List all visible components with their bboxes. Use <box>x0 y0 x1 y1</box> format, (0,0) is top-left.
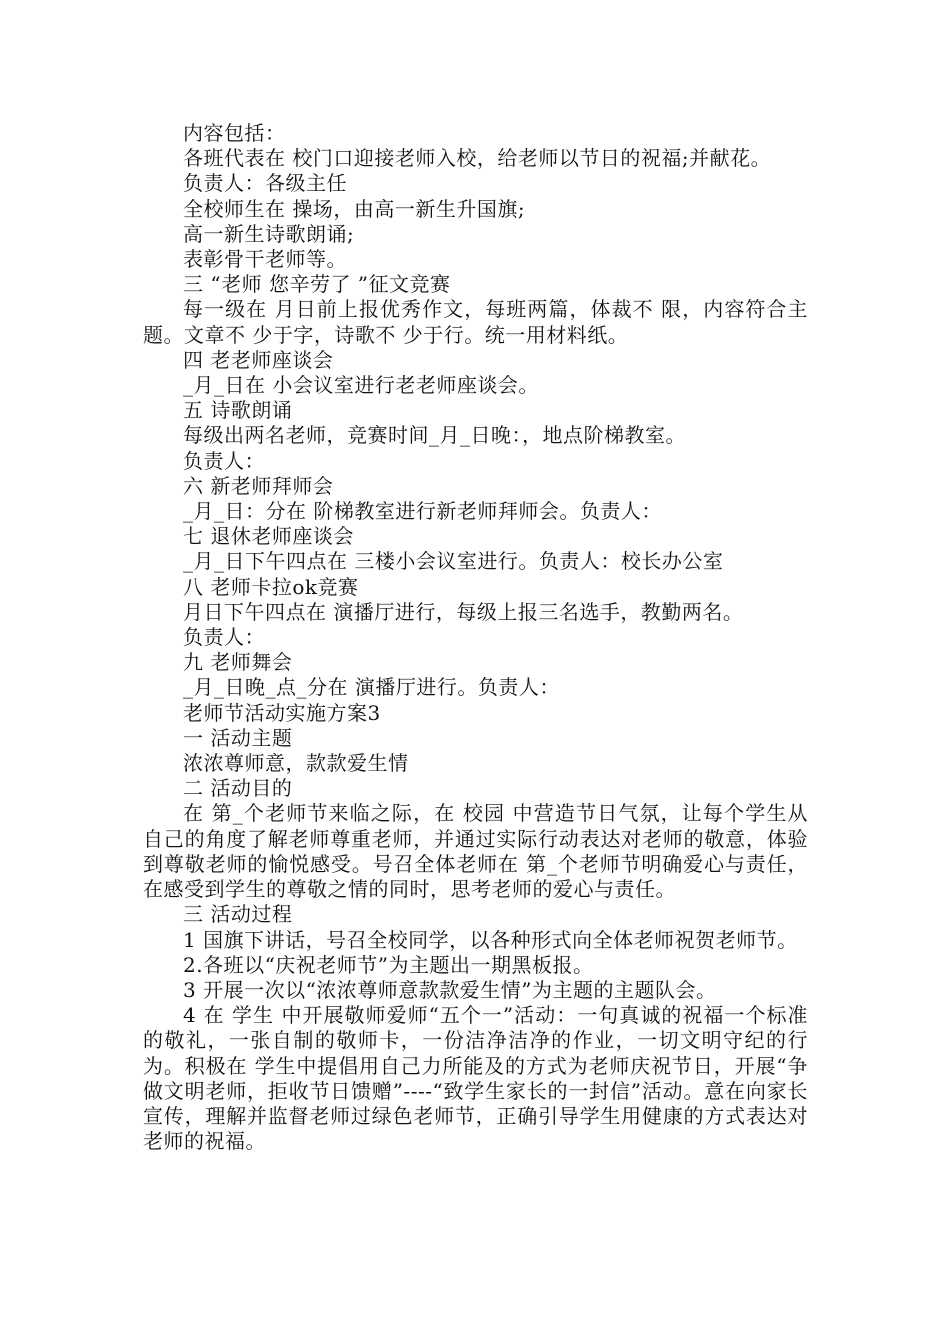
paragraph: _月_日下午四点在 三楼小会议室进行。负责人：校长办公室 <box>183 549 724 574</box>
paragraph: 各班代表在 校门口迎接老师入校，给老师以节日的祝福;并献花。 <box>183 146 772 171</box>
section-heading: 八 老师卡拉ok竞赛 <box>183 574 359 599</box>
paragraph: 1 国旗下讲话，号召全校同学，以各种形式向全体老师祝贺老师节。 <box>183 927 798 952</box>
section-heading: 二 活动目的 <box>183 776 293 801</box>
document-body <box>143 121 808 1154</box>
section-heading: 一 活动主题 <box>183 725 293 750</box>
paragraph: 2.各班以“庆祝老师节”为主题出一期黑板报。 <box>183 952 594 977</box>
section-heading: 四 老老师座谈会 <box>183 347 334 372</box>
section-heading: 五 诗歌朗诵 <box>183 398 293 423</box>
paragraph: 浓浓尊师意，款款爱生情 <box>183 751 409 776</box>
paragraph: 负责人： <box>183 625 265 650</box>
section-heading: 六 新老师拜师会 <box>183 473 334 498</box>
paragraph: 内容包括： <box>183 121 286 145</box>
section-heading: 三 “老师 您辛劳了 ”征文竞赛 <box>183 272 451 297</box>
section-heading: 九 老师舞会 <box>183 650 293 675</box>
paragraph: 在 第_个老师节来临之际，在 校园 中营造节日气氛，让每个学生从自己的角度了解老师尊重老师，并通过实际行动表达对老师的敬意，体验到尊敬老师的愉悦感受。号召全体老师在 第_个老师节明确爱心与责任，在感受到学生的尊敬之情的同时，思考老师的爱心与责任。 <box>143 801 808 902</box>
paragraph: 负责人：各级主任 <box>183 171 347 196</box>
document-title: 老师节活动实施方案3 <box>183 700 381 725</box>
paragraph: 每一级在 月日前上报优秀作文，每班两篇，体裁不 限，内容符合主题。文章不 少于字，诗歌不 少于行。统一用材料纸。 <box>143 297 808 347</box>
section-heading: 三 活动过程 <box>183 902 293 927</box>
paragraph: 高一新生诗歌朗诵; <box>183 221 355 246</box>
paragraph: 全校师生在 操场，由高一新生升国旗; <box>183 196 526 221</box>
paragraph: _月_日晚_点_分在 演播厅进行。负责人： <box>183 675 560 700</box>
section-heading: 七 退休老师座谈会 <box>183 524 354 549</box>
paragraph: 3 开展一次以“浓浓尊师意款款爱生情”为主题的主题队会。 <box>183 977 717 1002</box>
paragraph: 4 在 学生 中开展敬师爱师“五个一”活动：一句真诚的祝福一个标准的敬礼，一张自制的敬师卡，一份洁净洁净的作业，一切文明守纪的行为。积极在 学生中提倡用自己力所能及的方式为老师庆祝节日，开展“争做文明老师，拒收节日馈赠”----“致学生家长的一封信”活动。意在向家长宣传，理解并监督老师过绿色老师节，正确引导学生用健康的方式表达对老师的祝福。 <box>143 1003 808 1154</box>
paragraph: 负责人： <box>183 448 265 473</box>
paragraph: _月_日在 小会议室进行老老师座谈会。 <box>183 373 539 398</box>
paragraph: 月日下午四点在 演播厅进行，每级上报三名选手，教勤两名。 <box>183 599 744 624</box>
paragraph: 表彰骨干老师等。 <box>183 247 347 272</box>
paragraph: _月_日：分在 阶梯教室进行新老师拜师会。负责人： <box>183 499 662 524</box>
paragraph: 每级出两名老师，竞赛时间_月_日晚：，地点阶梯教室。 <box>183 423 686 448</box>
